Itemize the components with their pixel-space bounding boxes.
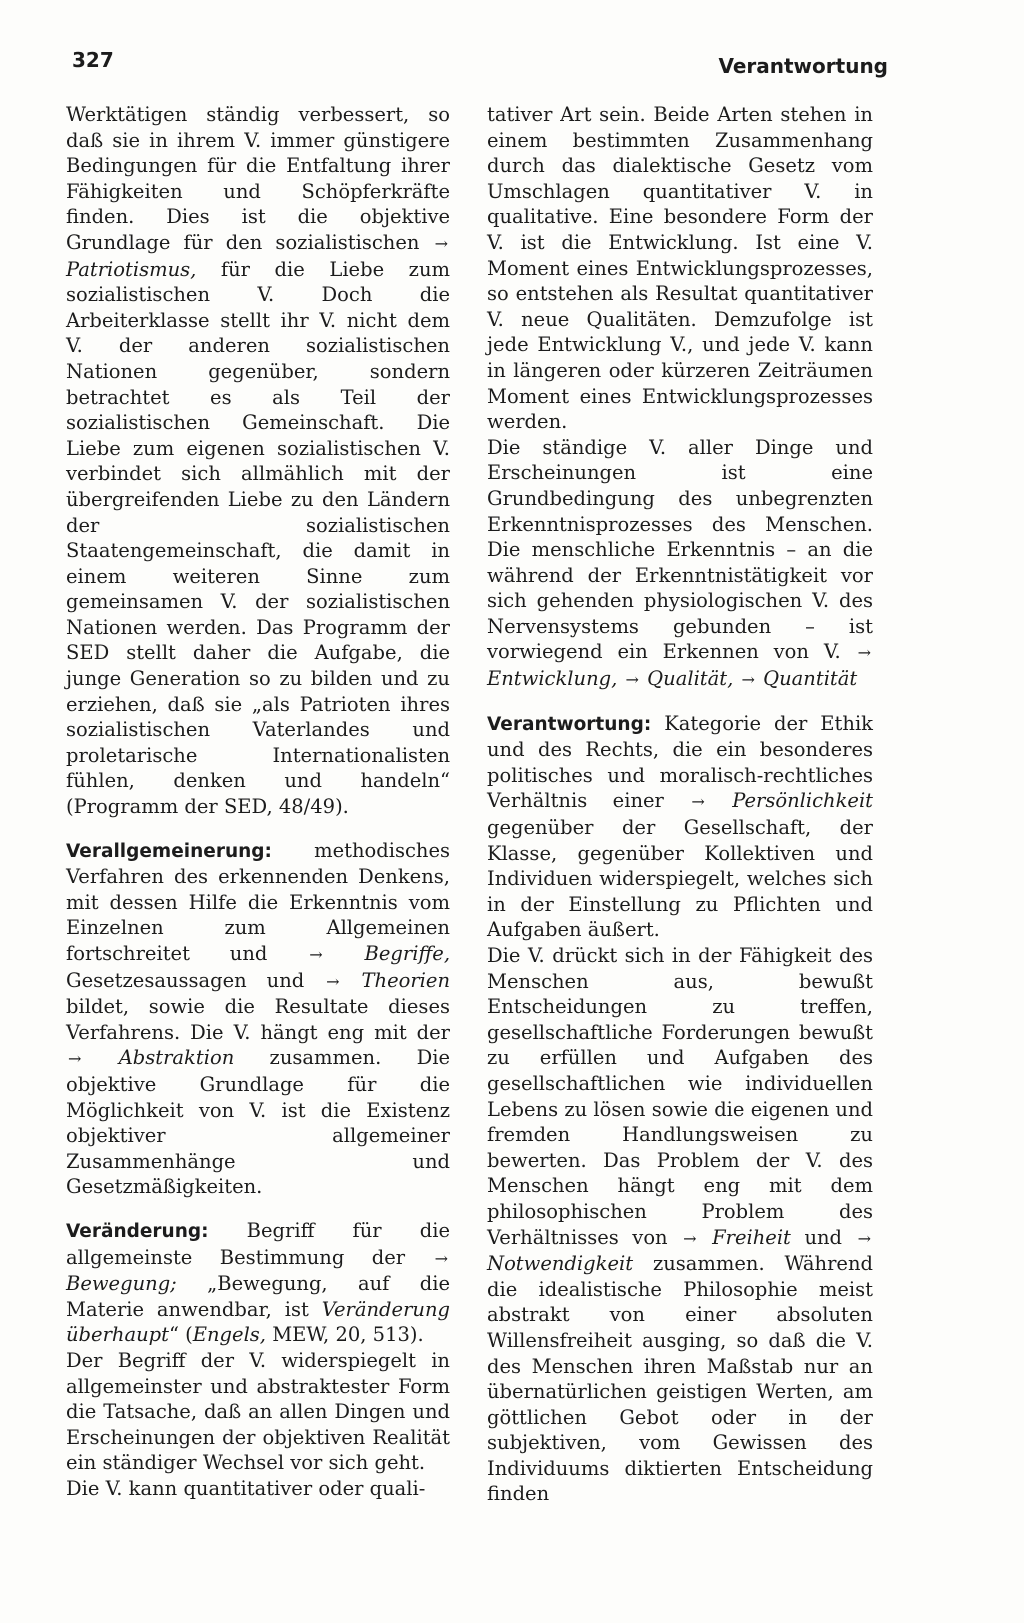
arrow-icon: → xyxy=(434,233,448,253)
cross-reference: Freiheit xyxy=(712,1225,791,1249)
cross-reference: Theorien xyxy=(361,968,451,992)
cross-reference: Begriffe, xyxy=(364,942,451,965)
entry-verallgemeinerung: Verallgemeinerung: methodisches Verfahren des erkennenden Denkens, mit dessen Hilfe die Erkenntnis vom Einzelnen zum Allgemeinen fortschreitet und → Begriffe, Gesetzesaussagen und → Theorien bildet, sowie die Resultate dieses Verfahrens. Die V. hängt eng mit der → Abstraktion zusammen. Die objektive Grundlage für die Möglichkeit von V. ist die Existenz objektiver allgemeiner Zusammenhänge und Gesetzmäßigkeiten. xyxy=(66,838,451,1199)
paragraph: Die V. kann quantitativer oder quali- xyxy=(66,1476,426,1500)
author: Engels, xyxy=(192,1323,267,1347)
entry-verantwortung: Verantwortung: Kategorie der Ethik und des Rechts, die ein besonderes politisches und moralisch-rechtliches Verhältnis einer → Persönlichkeit gegenüber der Gesellschaft, der Klasse, gegenüber Kollektiven und Individuen widerspiegelt, welches sich in der Einstellung zu Pflichten und Aufgaben äußert. xyxy=(487,711,874,942)
arrow-icon: → xyxy=(857,643,871,663)
arrow-icon: → xyxy=(683,1228,697,1248)
entry-head: Verantwortung: xyxy=(487,713,652,735)
entry-veraenderung: Veränderung: Begriff für die allgemeinste Bestimmung der → Bewegung; „Bewegung, auf die Materie anwendbar, ist Veränderung überhaupt“ (Engels, MEW, 20, 513). xyxy=(66,1218,451,1347)
cross-reference: Qualität, xyxy=(647,667,734,691)
cross-reference: Bewegung; xyxy=(66,1272,177,1296)
arrow-icon: → xyxy=(741,670,755,690)
arrow-icon: → xyxy=(625,670,639,690)
cross-reference: Notwendigkeit xyxy=(487,1252,634,1276)
arrow-icon: → xyxy=(309,945,323,964)
left-column xyxy=(66,102,450,1501)
arrow-icon: → xyxy=(434,1248,448,1268)
paragraph: tativer Art sein. Beide Arten stehen in einem bestimmten Zusammenhang durch das dialektische Gesetz vom Umschlagen quantitativer V. in qualitative. Eine besondere Form der V. ist die Entwicklung. Ist eine V. Moment eines Entwicklungsprozesses, so entstehen als Resultat quantitativer V. neue Qualitäten. Demzufolge ist jede Entwicklung V., und jede V. kann in längeren oder kürzeren Zeiträumen Moment eines Entwicklungsprozesses werden. xyxy=(487,103,873,434)
quotation: Veränderung überhaupt xyxy=(66,1297,450,1347)
paragraph: Die V. drückt sich in der Fähigkeit des Menschen aus, bewußt Entscheidungen zu treffen, gesellschaftliche Forderungen bewußt zu erfüllen und Aufgaben des gesellschaftlichen wie individuellen Lebens zu lösen sowie die eigenen und fremden Handlungsweisen zu bewerten. Das Problem der V. des Menschen hängt eng mit dem philosophischen Problem des Verhältnisses von → Freiheit und → Notwendigkeit zusammen. Während die idealistische Philosophie meist abstrakt von einer absoluten Willensfreiheit ausging, so daß die V. des Menschen ihren Maßstab nur an übernatürlichen geistigen Werten, am göttlichen Gebot oder in der subjektiven, vom Gewissen des Individuums diktierten Entscheidung finden xyxy=(487,944,873,1506)
entry-head: Veränderung: xyxy=(66,1220,209,1242)
arrow-icon: → xyxy=(68,1049,82,1069)
arrow-icon: → xyxy=(857,1228,871,1248)
paragraph: Der Begriff der V. widerspiegelt in allgemeinster und abstraktester Form die Tatsache, daß an allen Dingen und Erscheinungen der objektiven Realität ein ständiger Wechsel vor sich geht. xyxy=(66,1348,450,1475)
arrow-icon: → xyxy=(691,792,705,812)
cross-reference: Entwicklung, xyxy=(487,667,618,691)
right-column xyxy=(487,102,873,1507)
page-number: 327 xyxy=(72,48,114,72)
arrow-icon: → xyxy=(326,971,340,991)
cross-reference: Abstraktion xyxy=(118,1046,235,1070)
paragraph: Die ständige V. aller Dinge und Erscheinungen ist eine Grundbedingung des unbegrenzten Erkenntnisprozesses des Menschen. Die menschliche Erkenntnis – an die während der Erkenntnistätigkeit vor sich gehenden physiologischen V. des Nervensystems gebunden – ist vorwiegend ein Erkennen von V. → Entwicklung, → Qualität, → Quantität xyxy=(487,435,873,691)
cross-reference: Patriotismus, xyxy=(66,257,197,281)
running-head: Verantwortung xyxy=(718,54,888,78)
cross-reference: Quantität xyxy=(763,667,858,691)
entry-head: Verallgemeinerung: xyxy=(66,840,272,862)
cross-reference: Persönlichkeit xyxy=(732,789,874,813)
paragraph: Werktätigen ständig verbessert, so daß sie in ihrem V. immer günstigere Bedingungen für die Entfaltung ihrer Fähigkeiten und Schöpferkräfte finden. Dies ist die objektive Grundlage für den sozialistischen → Patriotismus, für die Liebe zum sozialistischen V. Doch die Arbeiterklasse stellt ihr V. nicht dem V. der anderen sozialistischen Nationen gegenüber, sondern betrachtet es als Teil der sozialistischen Gemeinschaft. Die Liebe zum eigenen sozialistischen V. verbindet sich allmählich mit der übergreifenden Liebe zu den Ländern der sozialistischen Staatengemeinschaft, die damit in einem weiteren Sinne zum gemeinsamen V. der sozialistischen Nationen werden. Das Programm der SED stellt daher die Aufgabe, die junge Generation so zu bilden und zu erziehen, daß sie „als Patrioten ihres sozialistischen Vaterlandes und proletarische Internationalisten fühlen, denken und handeln“ (Programm der SED, 48/49). xyxy=(66,103,450,819)
